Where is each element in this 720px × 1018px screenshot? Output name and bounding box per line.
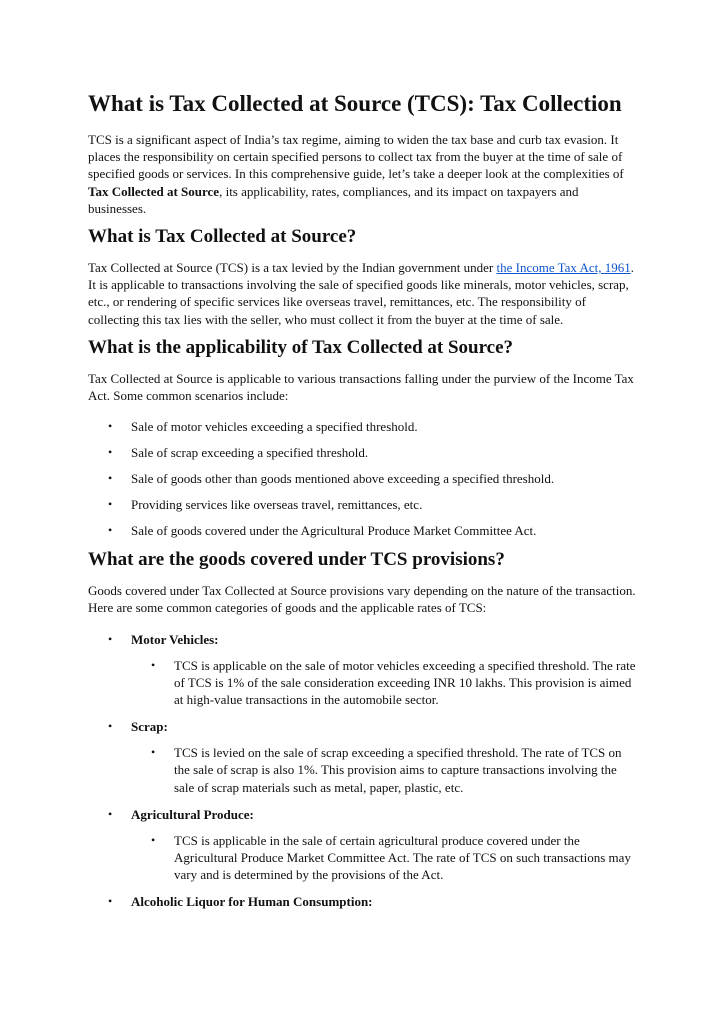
- bullet-icon: •: [151, 832, 156, 847]
- section1-text: Tax Collected at Source (TCS) is a tax levied by the Indian government under: [88, 260, 497, 276]
- goods-category-label: Alcoholic Liquor for Human Consumption:: [131, 894, 373, 910]
- list-item: [88, 631, 638, 709]
- page-title: What is Tax Collected at Source (TCS): Tax Collection: [88, 91, 622, 116]
- bullet-icon: •: [108, 471, 113, 486]
- section2-paragraph: Tax Collected at Source is applicable to various transactions falling under the purview of the Income Tax Act. Some common scenarios include:: [88, 370, 634, 404]
- intro-bold-term: Tax Collected at Source: [88, 183, 220, 199]
- goods-category-label: Motor Vehicles:: [131, 631, 219, 647]
- bullet-icon: •: [108, 497, 113, 512]
- section-heading-what-is-tcs: What is Tax Collected at Source?: [88, 226, 357, 248]
- list-item: • Providing services like overseas travel, remittances, etc.: [108, 497, 423, 513]
- goods-list: [88, 631, 638, 911]
- sub-list-item: • TCS is applicable in the sale of certain agricultural produce covered under the Agricultural Produce Market Committee Act. The rate of TCS on such transactions may vary and is determined by the provisions of the Act.: [151, 832, 631, 883]
- sub-list-item: • TCS is levied on the sale of scrap exceeding a specified threshold. The rate of TCS on the sale of scrap is also 1%. This provision aims to capture transactions involving the sale of scrap materials such as metal, paper, plastic, etc.: [151, 745, 622, 795]
- sub-list: [131, 657, 638, 709]
- section-heading-goods-covered: What are the goods covered under TCS provisions?: [88, 549, 505, 571]
- list-item: • Sale of goods covered under the Agricultural Produce Market Committee Act.: [108, 523, 537, 539]
- list-item: [88, 718, 638, 796]
- bullet-icon: •: [108, 445, 113, 460]
- sub-list: [131, 744, 638, 796]
- section-heading-applicability: What is the applicability of Tax Collected at Source?: [88, 336, 514, 358]
- bullet-icon: •: [108, 806, 113, 821]
- sub-list: [131, 832, 638, 884]
- bullet-icon: •: [151, 745, 156, 760]
- income-tax-act-link[interactable]: the Income Tax Act, 1961: [496, 260, 631, 276]
- section1-paragraph: [88, 259, 638, 328]
- sub-list-item: • TCS is applicable on the sale of motor vehicles exceeding a specified threshold. The rate of TCS is 1% of the sale consideration exceeding INR 10 lakhs. This provision is aimed at high-value transactions in the automobile sector.: [151, 657, 636, 708]
- intro-paragraph: [88, 131, 638, 217]
- bullet-icon: •: [108, 419, 113, 434]
- intro-text: TCS is a significant aspect of India’s tax regime, aiming to widen the tax base and curb tax evasion. It places the responsibility on certain specified persons to collect tax from the buyer at the time of sale of specified goods or services. In this comprehensive guide, let’s take a deeper look at the complexities of: [88, 132, 624, 182]
- intro-text-end: , its applicability, rates, compliances, and its impact on taxpayers and businesses.: [88, 183, 579, 216]
- bullet-icon: •: [108, 523, 113, 538]
- list-item: • Sale of goods other than goods mentioned above exceeding a specified threshold.: [108, 471, 555, 487]
- bullet-icon: •: [108, 894, 113, 909]
- goods-category-label: Scrap:: [131, 719, 168, 735]
- list-item: • Sale of motor vehicles exceeding a specified threshold.: [108, 419, 418, 435]
- bullet-icon: •: [108, 719, 113, 734]
- goods-category-label: Agricultural Produce:: [131, 806, 254, 822]
- list-item: [88, 806, 638, 884]
- applicability-list: [88, 418, 638, 539]
- section1-text-end: . It is applicable to transactions involving the sale of specified goods like minerals, motor vehicles, scrap, etc., or rendering of specific services like overseas travel, remittances, etc. The responsibility of collecting this tax lies with the seller, who must collect it from the buyer at the time of sale.: [88, 260, 634, 327]
- section3-paragraph: Goods covered under Tax Collected at Source provisions vary depending on the nature of the transaction. Here are some common categories of goods and the applicable rates of TCS:: [88, 583, 636, 616]
- bullet-icon: •: [108, 631, 113, 646]
- list-item: • Sale of scrap exceeding a specified threshold.: [108, 445, 369, 461]
- bullet-icon: •: [151, 657, 156, 672]
- list-item: [88, 893, 638, 910]
